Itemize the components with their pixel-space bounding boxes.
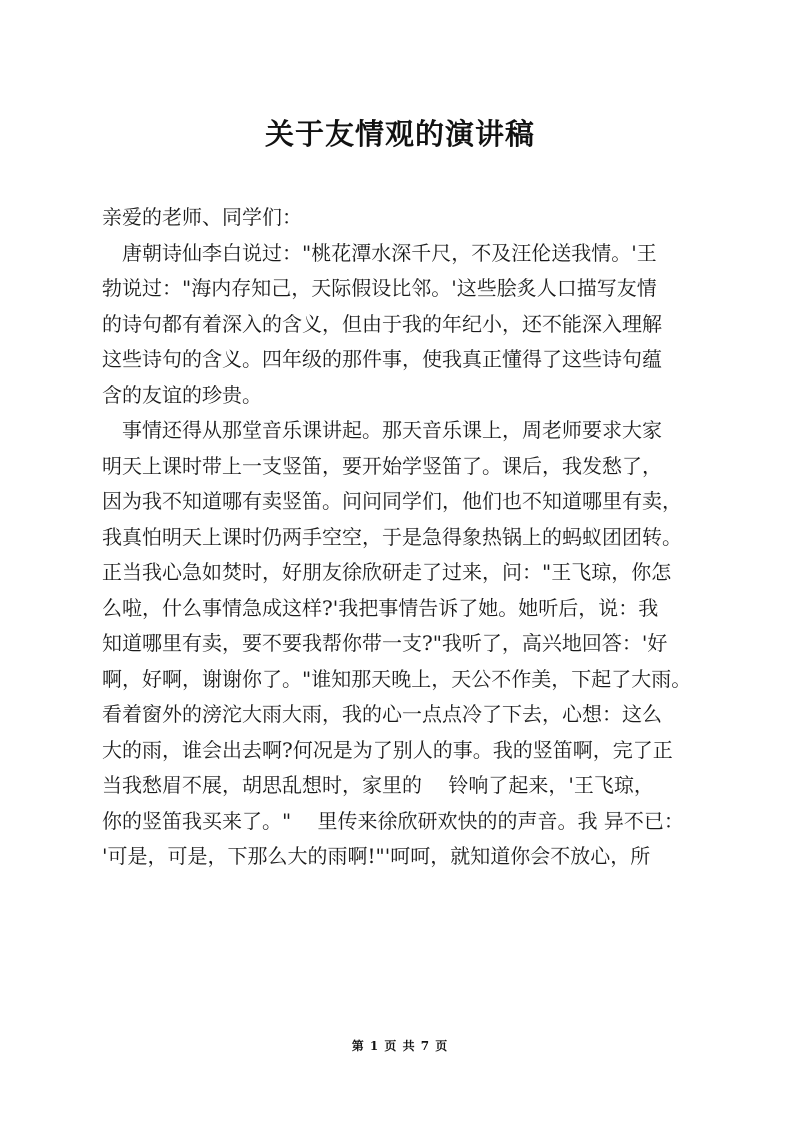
paragraph-line: 这些诗句的含义。四年级的那件事，使我真正懂得了这些诗句蕴 [102, 347, 662, 371]
paragraph-line: 明天上课时带上一支竖笛，要开始学竖笛了。课后，我发愁了， [102, 453, 662, 478]
paragraph-line: 正当我心急如焚时，好朋友徐欣研走了过来，问："王飞琼，你怎 [102, 560, 672, 584]
paragraph-line: 含的友谊的珍贵。 [102, 382, 262, 407]
paragraph-line: 看着窗外的滂沱大雨大雨，我的心一点点冷了下去，心想：这么 [102, 702, 662, 726]
paragraph-line: 么啦，什么事情急成这样?'我把事情告诉了她。她听后，说：我 [102, 595, 659, 620]
document-title: 关于友情观的演讲稿 [264, 117, 535, 151]
greeting-line: 亲爱的老师、同学们： [102, 205, 302, 229]
paragraph-line: 我真怕明天上课时仍两手空空，于是急得象热锅上的蚂蚁团团转。 [102, 524, 682, 549]
paragraph-line: 你的竖笛我买来了。" 里传来徐欣研欢快的的声音。我 异不已： [102, 808, 684, 833]
paragraph-line: '可是，可是，下那么大的雨啊!"'呵呵，就知道你会不放心，所 [102, 844, 651, 868]
paragraph-line: 因为我不知道哪有卖竖笛。问问同学们，他们也不知道哪里有卖， [102, 489, 682, 513]
document-body [102, 200, 712, 875]
paragraph-line: 勃说过："海内存知己，天际假设比邻。'这些脍炙人口描写友情 [102, 276, 657, 300]
paragraph-line: 唐朝诗仙李白说过："桃花潭水深千尺，不及汪伦送我情。'王 [122, 240, 657, 265]
paragraph-line: 啊，好啊，谢谢你了。"谁知那天晚上，天公不作美，下起了大雨。 [102, 666, 692, 691]
paragraph-line: 事情还得从那堂音乐课讲起。那天音乐课上，周老师要求大家 [122, 418, 662, 442]
paragraph-line: 大的雨，谁会出去啊?何况是为了别人的事。我的竖笛啊，完了正 [102, 737, 673, 762]
page-number-footer: 第 1 页 共 7 页 [351, 1039, 449, 1053]
paragraph-line: 当我愁眉不展，胡思乱想时，家里的 铃响了起来，'王飞琼， [102, 773, 654, 797]
paragraph-line: 知道哪里有卖，要不要我帮你带一支?"我听了，高兴地回答：'好 [102, 631, 668, 655]
paragraph-line: 的诗句都有着深入的含义，但由于我的年纪小，还不能深入理解 [102, 311, 662, 336]
